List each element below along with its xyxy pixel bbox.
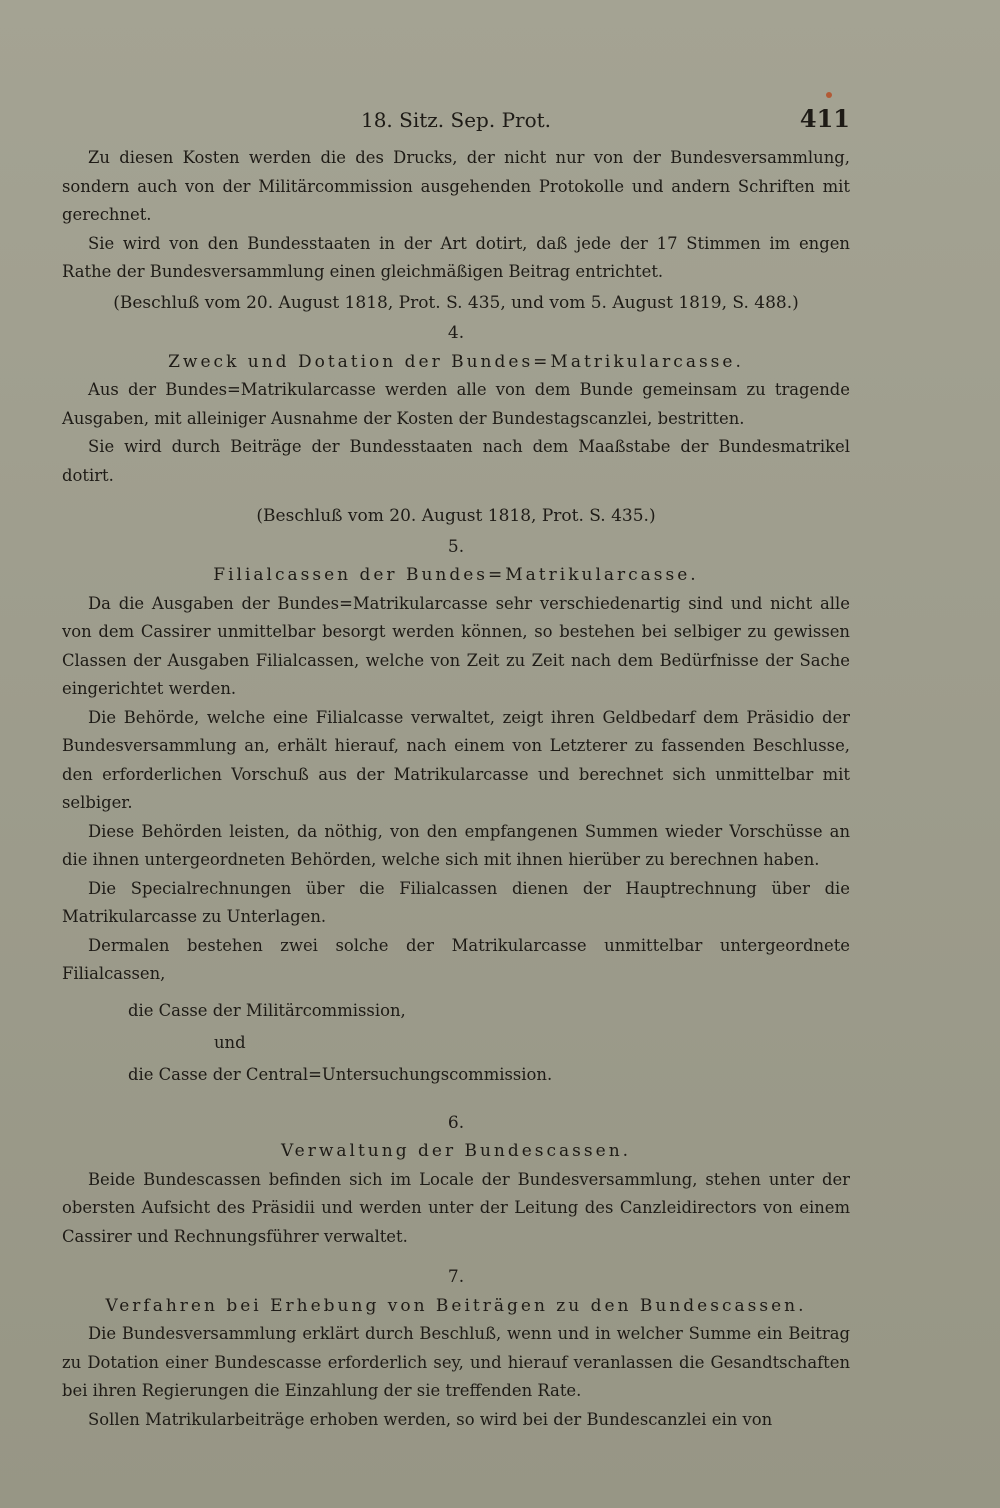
paragraph: Zu diesen Kosten werden die des Drucks, der nicht nur von der Bundesversammlung, sondern auch von der Militärcommission ausgehenden Protokolle und andern Schriften mit gerechnet. xyxy=(62,148,850,224)
citation: (Beschluß vom 20. August 1818, Prot. S. 435, und vom 5. August 1819, S. 488.) xyxy=(113,292,799,313)
section-number: 5. xyxy=(447,536,465,557)
list-item: und xyxy=(214,1032,246,1052)
body-text xyxy=(62,144,850,1434)
running-title: 18. Sitz. Sep. Prot. xyxy=(360,108,552,132)
paragraph: Diese Behörden leisten, da nöthig, von den empfangenen Summen wieder Vorschüsse an die ihnen untergeordneten Behörden, welche sich mit ihnen hierüber zu berechnen haben. xyxy=(62,821,850,869)
section-title: Verwaltung der Bundescassen. xyxy=(280,1141,632,1161)
page-number: 411 xyxy=(799,104,850,133)
section-number: 7. xyxy=(447,1267,465,1287)
paragraph: Da die Ausgaben der Bundes=Matrikularcasse sehr verschiedenartig sind und nicht alle von dem Cassirer unmittelbar besorgt werden können, so bestehen bei selbiger zu gewissen Classen der Ausgaben Filialcassen, welche von Zeit zu Zeit nach dem Bedürfnisse der Sache eingerichtet werden. xyxy=(62,593,850,698)
citation: (Beschluß vom 20. August 1818, Prot. S. 435.) xyxy=(256,506,656,526)
list-item: die Casse der Central=Untersuchungscommission. xyxy=(128,1064,553,1084)
section-title: Zweck und Dotation der Bundes=Matrikularcasse. xyxy=(168,351,744,372)
paragraph: Sollen Matrikularbeiträge erhoben werden, so wird bei der Bundescanzlei ein von xyxy=(88,1409,773,1429)
list-item: die Casse der Militärcommission, xyxy=(128,1000,406,1020)
page-header xyxy=(62,100,850,140)
paragraph: Dermalen bestehen zwei solche der Matrikularcasse unmittelbar untergeordnete Filialcassen, xyxy=(62,935,850,983)
paragraph: Beide Bundescassen befinden sich im Locale der Bundesversammlung, stehen unter der obersten Aufsicht des Präsidii und werden unter der Leitung des Canzleidirectors von einem Cassirer und Rechnungsführer verwaltet. xyxy=(62,1169,850,1246)
paragraph: Sie wird von den Bundesstaaten in der Art dotirt, daß jede der 17 Stimmen im engen Rathe der Bundesversammlung einen gleichmäßigen Beitrag entrichtet. xyxy=(62,233,850,281)
paragraph: Sie wird durch Beiträge der Bundesstaaten nach dem Maaßstabe der Bundesmatrikel dotirt. xyxy=(62,437,850,485)
section-number: 4. xyxy=(447,323,465,343)
section-number: 6. xyxy=(447,1112,465,1133)
filial-list xyxy=(62,995,850,1091)
paragraph: Die Behörde, welche eine Filialcasse verwaltet, zeigt ihren Geldbedarf dem Präsidio der Bundesversammlung an, erhält hierauf, nach einem von Letzterer zu fassenden Beschlusse, den erforderlichen Vorschuß aus der Matrikularcasse und berechnet sich unmittelbar mit selbiger. xyxy=(62,707,850,812)
section-title: Filialcassen der Bundes=Matrikularcasse. xyxy=(213,565,699,585)
ink-spot xyxy=(826,92,832,98)
paragraph: Die Specialrechnungen über die Filialcassen dienen der Hauptrechnung über die Matrikularcasse zu Unterlagen. xyxy=(62,878,850,926)
paragraph: Die Bundesversammlung erklärt durch Beschluß, wenn und in welcher Summe ein Beitrag zu Dotation einer Bundescasse erforderlich sey, und hierauf veranlassen die Gesandtschaften bei ihren Regierungen die Einzahlung der sie treffenden Rate. xyxy=(62,1324,850,1400)
section-title: Verfahren bei Erhebung von Beiträgen zu den Bundescassen. xyxy=(105,1295,807,1316)
paragraph: Aus der Bundes=Matrikularcasse werden alle von dem Bunde gemeinsam zu tragende Ausgaben, mit alleiniger Ausnahme der Kosten der Bundestagscanzlei, bestritten. xyxy=(62,380,850,428)
